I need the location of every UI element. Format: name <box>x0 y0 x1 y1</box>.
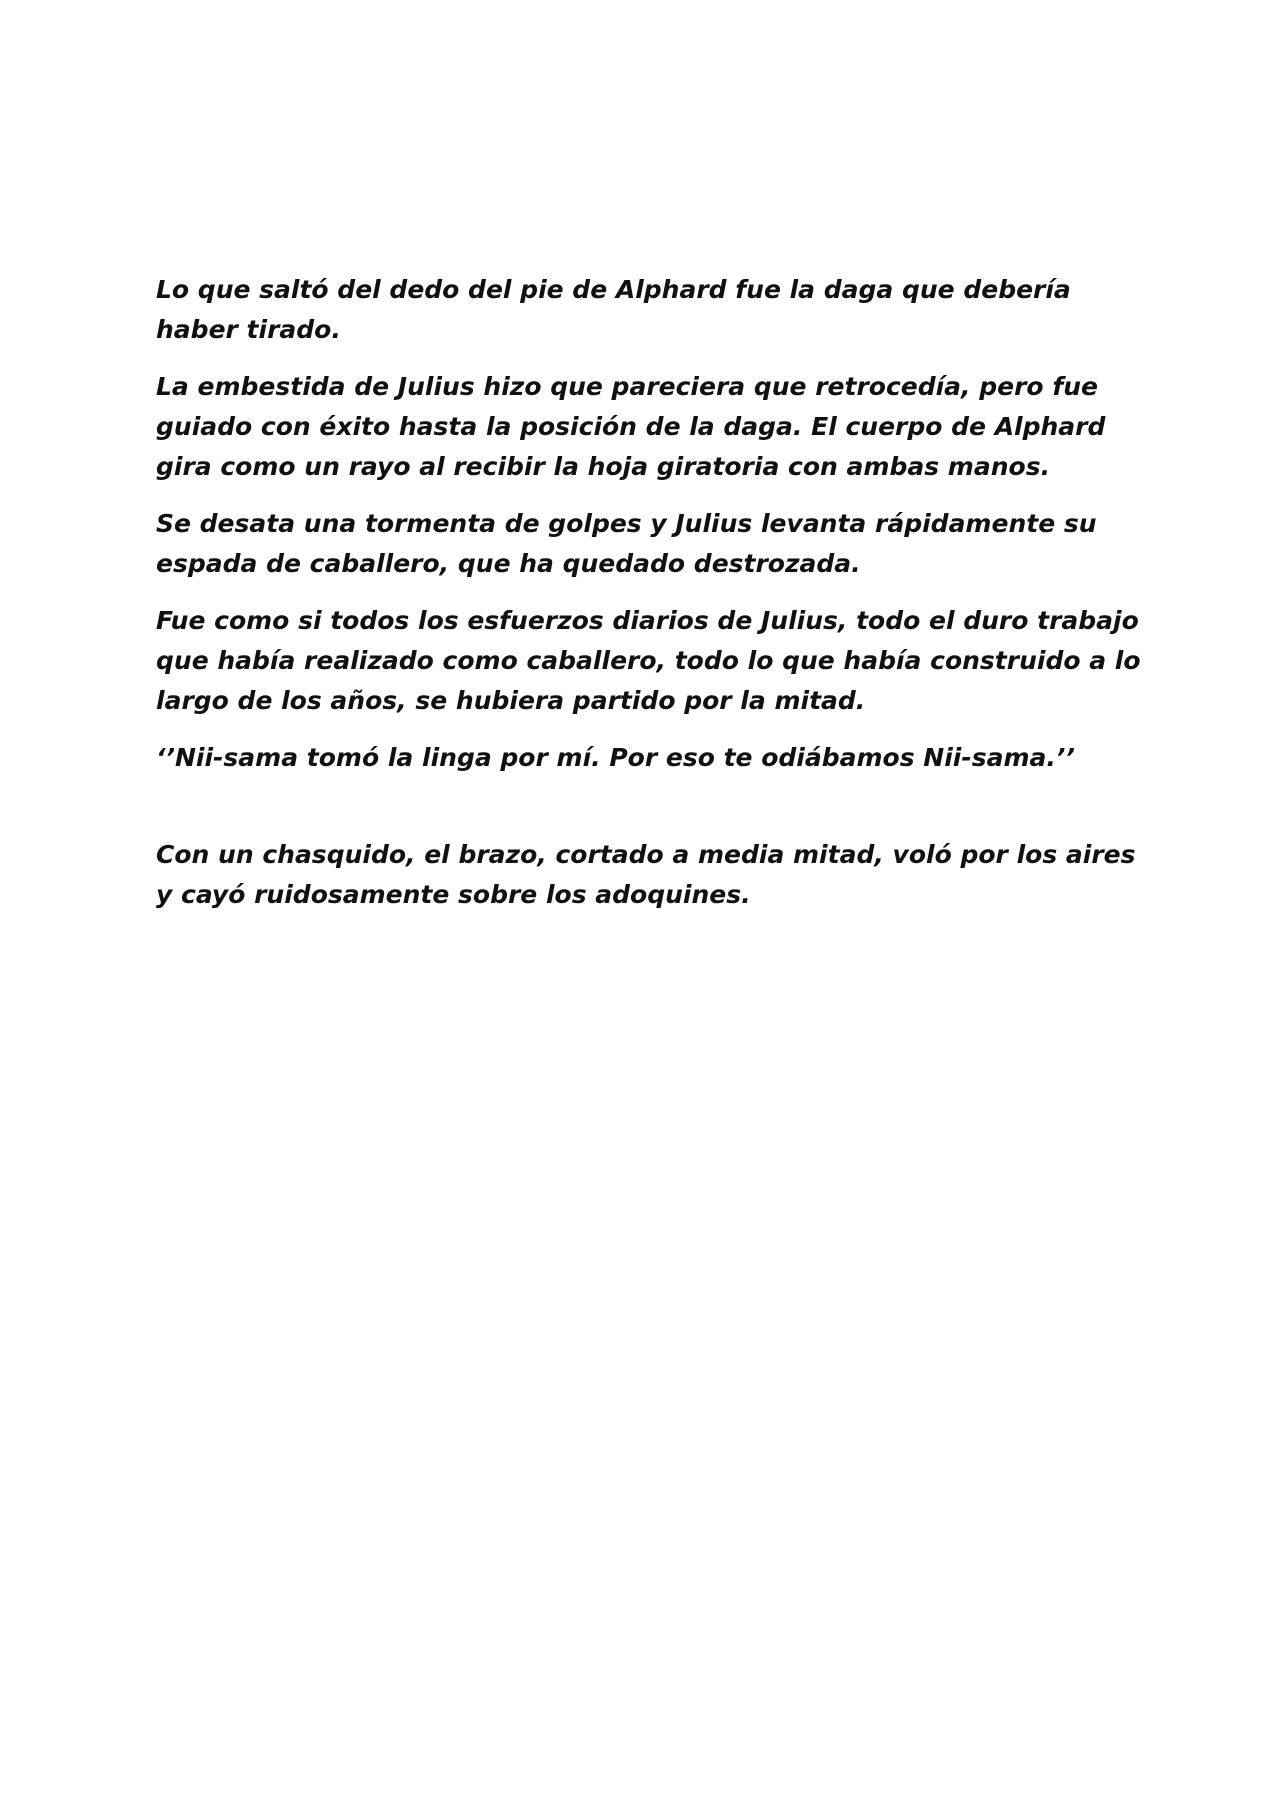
dialogue-line: ‘’Nii-sama tomó la linga por mí. Por eso te odiábamos Nii-sama.’’ <box>156 743 1075 772</box>
paragraph-3: Se desata una tormenta de golpes y Julius levanta rápidamente su espada de caballero, que ha quedado destrozada. <box>156 509 1097 578</box>
paragraph-1: Lo que saltó del dedo del pie de Alphard fue la daga que debería haber tirado. <box>156 275 1071 344</box>
paragraph-4: Fue como si todos los esfuerzos diarios de Julius, todo el duro trabajo que había realizado como caballero, todo lo que había construido a lo largo de los años, se hubiera partido por la mitad. <box>156 606 1141 715</box>
paragraph-6: Con un chasquido, el brazo, cortado a media mitad, voló por los aires y cayó ruidosamente sobre los adoquines. <box>156 840 1136 909</box>
document-body <box>156 270 1146 932</box>
paragraph-2: La embestida de Julius hizo que pareciera que retrocedía, pero fue guiado con éxito hasta la posición de la daga. El cuerpo de Alphard gira como un rayo al recibir la hoja giratoria con ambas manos. <box>156 372 1106 481</box>
